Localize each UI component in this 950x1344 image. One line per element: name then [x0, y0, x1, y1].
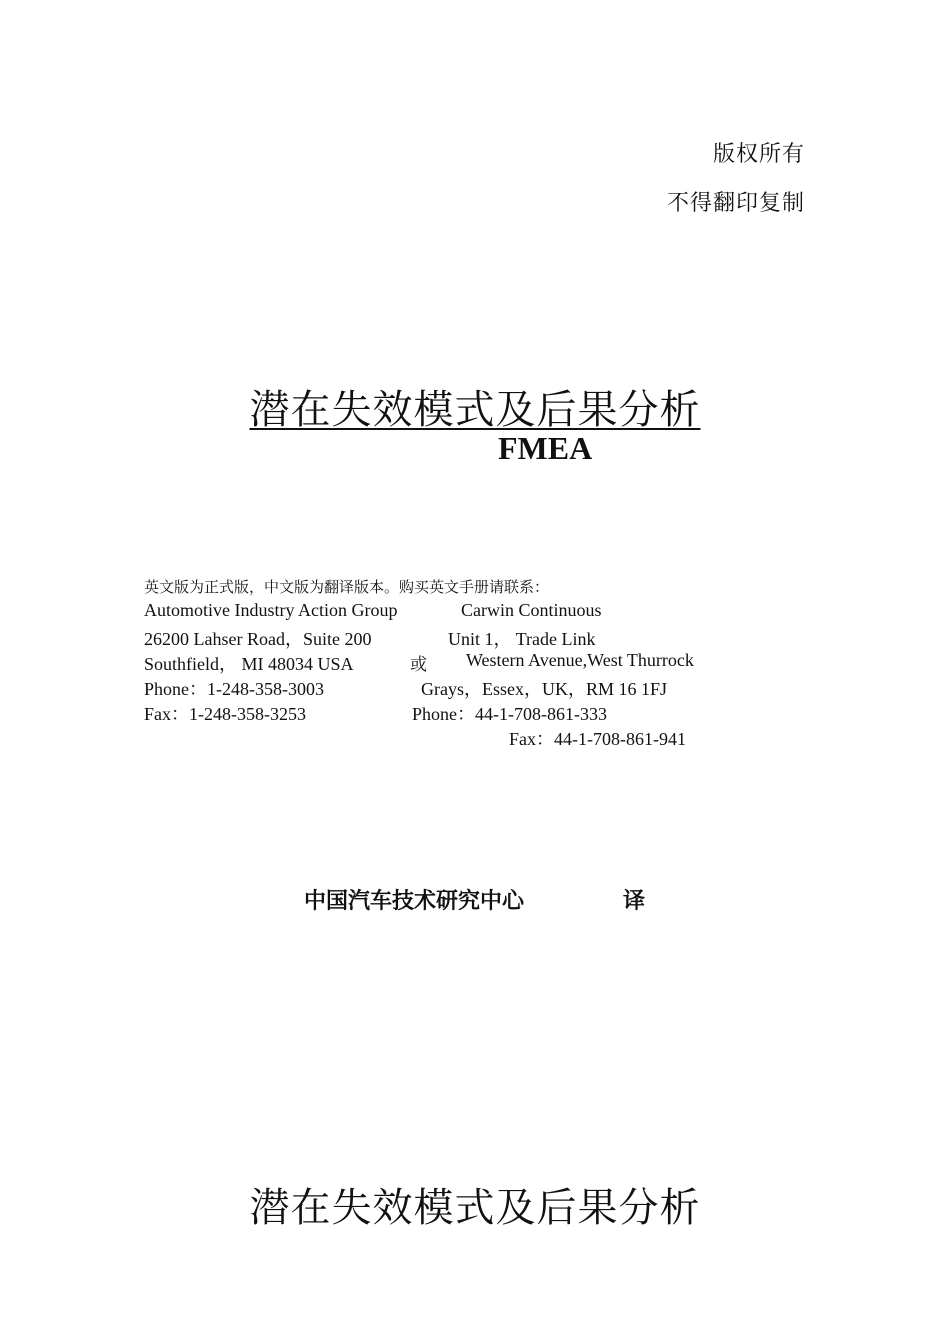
no-reproduction-notice: 不得翻印复制: [666, 191, 805, 216]
right-unit: Unit 1， Trade Link: [448, 629, 596, 649]
left-phone: Phone：1-248-358-3003: [144, 679, 324, 699]
address-separator: 或: [410, 655, 427, 675]
document-title-text: 潜在失效模式及后果分析: [249, 387, 701, 433]
translator-name: 中国汽车技术研究中心: [304, 889, 525, 914]
copyright-notice: 版权所有: [712, 142, 805, 167]
right-street: Western Avenue,West Thurrock: [466, 650, 694, 670]
right-city: Grays，Essex，UK，RM 16 1FJ: [421, 679, 668, 699]
document-title: [0, 378, 950, 435]
left-city: Southfield， MI 48034 USA: [144, 654, 354, 674]
next-page-title: 潜在失效模式及后果分析: [249, 1185, 701, 1231]
translator-mark: 译: [623, 889, 646, 914]
right-fax: Fax：44-1-708-861-941: [509, 729, 686, 749]
left-org: Automotive Industry Action Group: [144, 600, 398, 620]
right-phone: Phone：44-1-708-861-333: [412, 704, 607, 724]
purchase-note: 英文版为正式版，中文版为翻译版本。购买英文手册请联系：: [144, 578, 550, 596]
left-fax: Fax：1-248-358-3253: [144, 704, 306, 724]
document-subtitle: FMEA: [498, 430, 593, 466]
left-street: 26200 Lahser Road，Suite 200: [144, 629, 372, 649]
right-org: Carwin Continuous: [461, 600, 602, 620]
